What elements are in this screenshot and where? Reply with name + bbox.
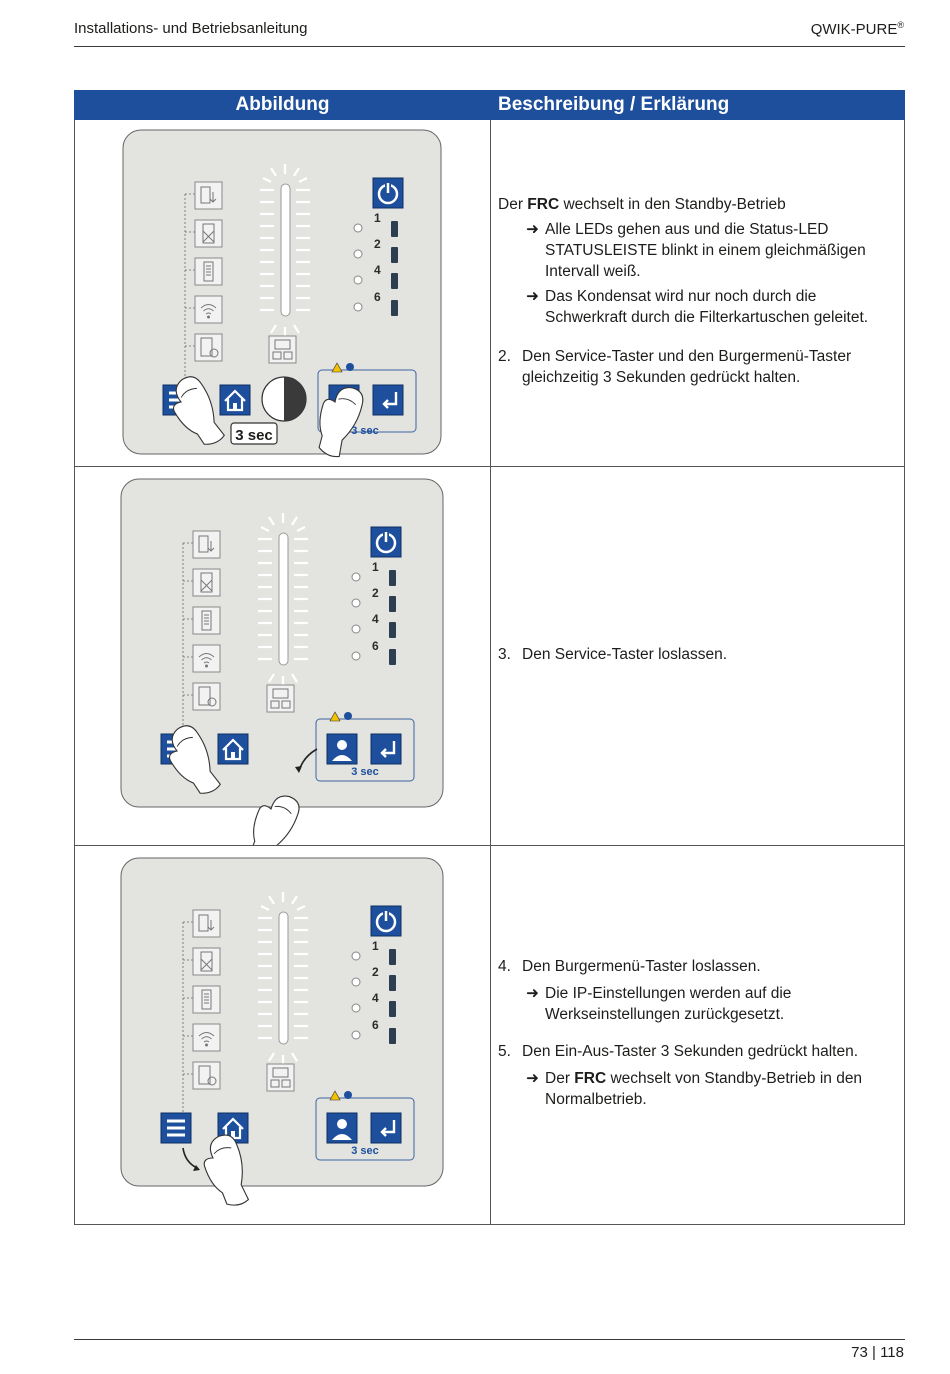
arrow-right-icon: ➜: [526, 221, 539, 238]
button-group-caption: 3 sec: [351, 425, 379, 437]
header-doc-title: Installations- und Betriebsanleitung: [74, 20, 308, 37]
led-label-2: 2: [372, 586, 379, 600]
numbered-step: 3. Den Service-Taster loslassen.: [498, 645, 728, 663]
led-label-4: 4: [374, 263, 381, 277]
led-label-2: 2: [372, 965, 379, 979]
bullet-item: ➜ Die IP-Einstellungen werden auf die Werkseinstellungen zurückgesetzt.: [526, 985, 792, 1023]
led-label-6: 6: [372, 639, 379, 653]
header-rule: [74, 46, 905, 47]
led-label-1: 1: [374, 211, 381, 225]
instruction-table: [74, 90, 905, 1225]
led-label-4: 4: [372, 991, 379, 1005]
arrow-right-icon: ➜: [526, 985, 539, 1002]
description-cell-3: [491, 846, 905, 1225]
led-label-4: 4: [372, 612, 379, 626]
header-brand: [811, 20, 904, 38]
control-panel-figure-3: [75, 846, 490, 1224]
arrow-right-icon: ➜: [526, 1070, 539, 1087]
button-group-caption: 3 sec: [351, 1145, 379, 1157]
registered-mark: ®: [897, 20, 904, 30]
brand-name: QWIK-PURE: [810, 21, 898, 38]
led-label-6: 6: [372, 1018, 379, 1032]
numbered-step: 4. Den Burgermenü-Taster loslassen.: [498, 958, 761, 975]
figure-cell-1: [75, 120, 491, 467]
figure-cell-2: [75, 467, 491, 846]
bullet-item: ➜ Das Kondensat wird nur noch durch die Schwerkraft durch die Filterkartuschen geleitet.: [526, 288, 869, 326]
control-panel-figure-2: [75, 467, 490, 845]
led-label-1: 1: [372, 939, 379, 953]
arrow-right-icon: ➜: [526, 288, 539, 305]
led-label-2: 2: [374, 237, 381, 251]
control-panel-figure-1: [75, 120, 490, 466]
bullet-item: ➜ Der FRC wechselt von Standby-Betrieb in den Normalbetrieb.: [526, 1070, 863, 1108]
numbered-step: 2. Den Service-Taster und den Burgermenü-Taster gleichzeitig 3 Sekunden gedrückt halten.: [498, 348, 852, 386]
figure-cell-3: [75, 846, 491, 1225]
footer-rule: [74, 1339, 905, 1340]
description-cell-1: [491, 120, 905, 467]
col-header-description: Beschreibung / Erklärung: [491, 91, 905, 120]
numbered-step: 5. Den Ein-Aus-Taster 3 Sekunden gedrückt halten.: [498, 1043, 859, 1060]
step-intro: Der FRC wechselt in den Standby-Betrieb: [498, 196, 786, 213]
led-label-1: 1: [372, 560, 379, 574]
led-label-6: 6: [374, 290, 381, 304]
bullet-item: ➜ Alle LEDs gehen aus und die Status-LED STATUSLEISTE blinkt in einem gleichmäßigen Intervall weiß.: [526, 221, 866, 280]
col-header-figure: Abbildung: [75, 91, 491, 120]
button-group-caption: 3 sec: [351, 766, 379, 778]
description-cell-2: [491, 467, 905, 846]
timer-label: 3 sec: [235, 427, 273, 444]
page-number: 73 | 118: [851, 1344, 904, 1361]
